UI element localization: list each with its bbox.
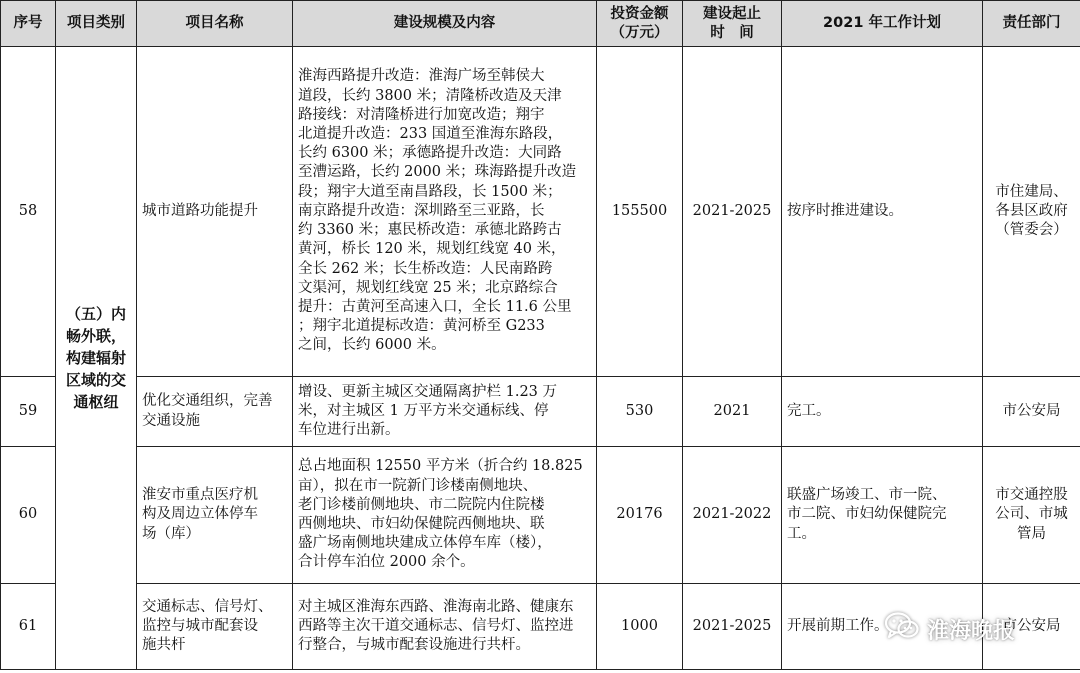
cell-investment: 1000	[597, 584, 683, 670]
cell-plan: 联盛广场竣工、市一院、 市二院、市妇幼保健院完 工。	[782, 447, 983, 584]
header-scope: 建设规模及内容	[293, 1, 597, 47]
cell-dept: 市交通控股 公司、市城 管局	[983, 447, 1080, 584]
cell-period: 2021-2022	[683, 447, 782, 584]
header-name: 项目名称	[137, 1, 293, 47]
cell-dept: 市公安局	[983, 584, 1080, 670]
cell-plan: 完工。	[782, 377, 983, 447]
cell-scope: 增设、更新主城区交通隔离护栏 1.23 万 米，对主城区 1 万平方米交通标线、停 车位进行出新。	[293, 377, 597, 447]
cell-period: 2021-2025	[683, 47, 782, 377]
header-period: 建设起止 时 间	[683, 1, 782, 47]
table-row	[1, 377, 1080, 447]
cell-seq: 58	[1, 47, 56, 377]
cell-name: 城市道路功能提升	[137, 47, 293, 377]
cell-scope: 总占地面积 12550 平方米（折合约 18.825 亩），拟在市一院新门诊楼南侧地块、 老门诊楼前侧地块、市二院院内住院楼 西侧地块、市妇幼保健院西侧地块、联 盛广场南侧地块建成立体停车库（楼）， 合计停车泊位 2000 余个。	[293, 447, 597, 584]
header-row	[1, 1, 1080, 47]
cell-seq: 59	[1, 377, 56, 447]
table-row	[1, 47, 1080, 377]
cell-seq: 60	[1, 447, 56, 584]
cell-scope: 对主城区淮海东西路、淮海南北路、健康东 西路等主次干道交通标志、信号灯、监控进 行整合，与城市配套设施进行共杆。	[293, 584, 597, 670]
cell-period: 2021	[683, 377, 782, 447]
cell-period: 2021-2025	[683, 584, 782, 670]
cell-plan: 按序时推进建设。	[782, 47, 983, 377]
cell-name: 优化交通组织，完善 交通设施	[137, 377, 293, 447]
cell-seq: 61	[1, 584, 56, 670]
cell-scope: 淮海西路提升改造：淮海广场至韩侯大 道段，长约 3800 米；清隆桥改造及天津 路接线：对清隆桥进行加宽改造；翔宇 北道提升改造：233 国道至淮海东路段， 长约 6300 米；承德路提升改造：大同路 至漕运路，长约 2000 米；珠海路提升改造 段；翔宇大道至南昌路段，长 1500 米； 南京路提升改造：深圳路至三亚路，长 约 3360 米；惠民桥改造：承德北路跨古 黄河，桥长 120 米，规划红线宽 40 米， 全长 262 米；长生桥改造：人民南路跨 文渠河，规划红线宽 25 米；北京路综合 提升：古黄河至高速入口，全长 11.6 公里 ；翔宇北道提标改造：黄河桥至 G233 之间，长约 6000 米。	[293, 47, 597, 377]
header-seq: 序号	[1, 1, 56, 47]
table-row	[1, 584, 1080, 670]
cell-investment: 530	[597, 377, 683, 447]
cell-name: 交通标志、信号灯、 监控与城市配套设 施共杆	[137, 584, 293, 670]
header-dept: 责任部门	[983, 1, 1080, 47]
cell-investment: 155500	[597, 47, 683, 377]
header-plan: 2021 年工作计划	[782, 1, 983, 47]
watermark-text: 淮海晚报	[927, 618, 1016, 644]
cell-name: 淮安市重点医疗机 构及周边立体停车 场（库）	[137, 447, 293, 584]
table-row	[1, 447, 1080, 584]
cell-dept: 市住建局、 各县区政府 （管委会）	[983, 47, 1080, 377]
cell-dept: 市公安局	[983, 377, 1080, 447]
header-investment: 投资金额 （万元）	[597, 1, 683, 47]
cell-investment: 20176	[597, 447, 683, 584]
cell-plan: 开展前期工作。	[782, 584, 983, 670]
cell-category: （五）内 畅外联， 构建辐射 区域的交 通枢纽	[56, 47, 137, 670]
header-category: 项目类别	[56, 1, 137, 47]
